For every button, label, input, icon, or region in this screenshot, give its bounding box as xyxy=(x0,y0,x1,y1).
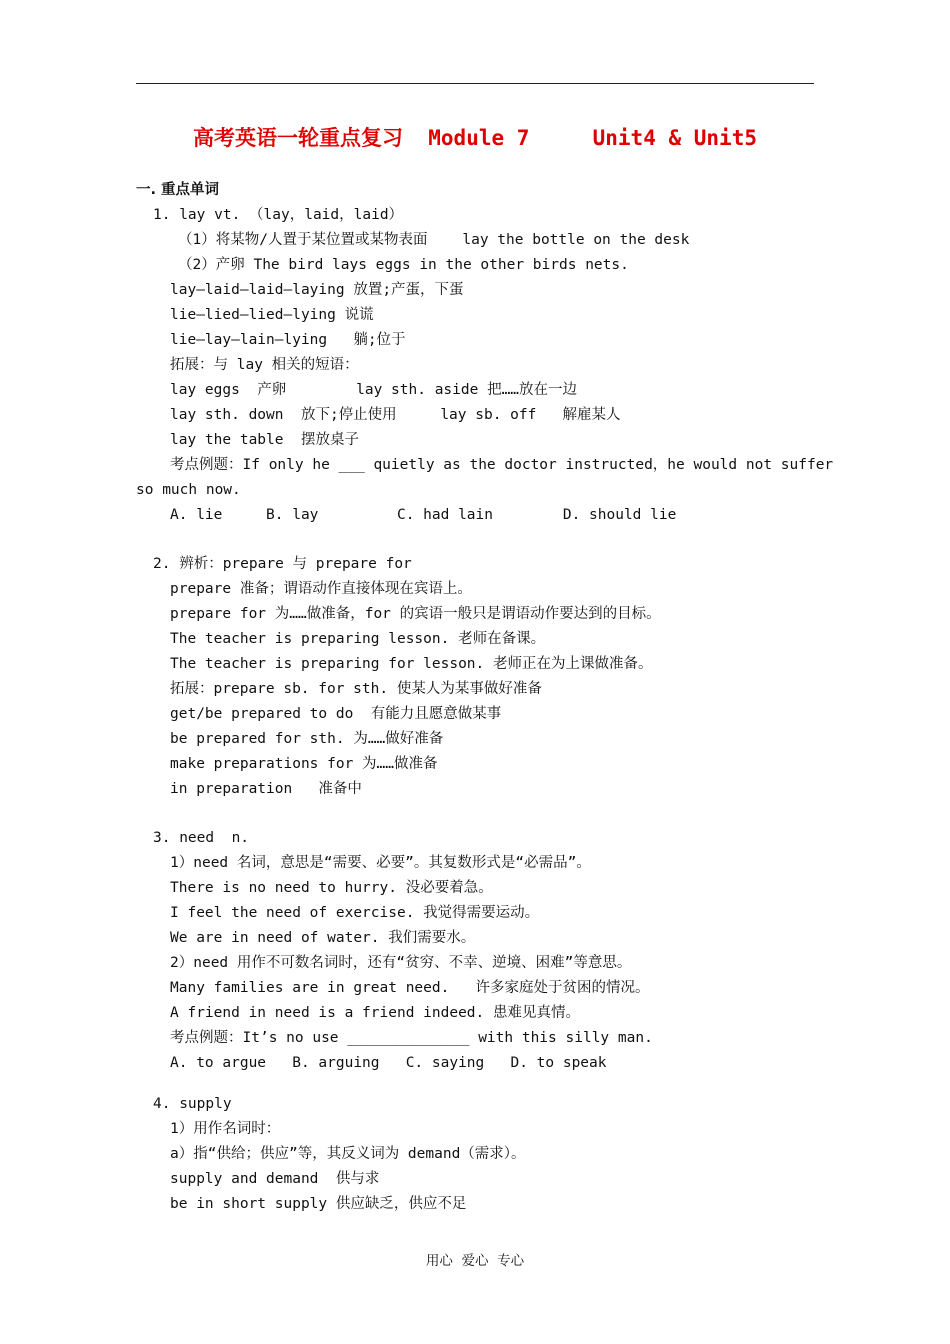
item-heading-prepare: 2. 辨析：prepare 与 prepare for xyxy=(153,556,412,572)
text-line: lay eggs 产卵 lay sth. aside 把……放在一边 xyxy=(170,382,578,398)
text-line: lay—laid—laid—laying 放置;产蛋，下蛋 xyxy=(170,282,464,298)
answer-options: A. to argue B. arguing C. saying D. to speak xyxy=(170,1055,607,1071)
text-line: There is no need to hurry. 没必要着急。 xyxy=(170,880,493,896)
text-line: I feel the need of exercise. 我觉得需要运动。 xyxy=(170,905,540,921)
item-heading-lay: 1. lay vt. （lay，laid，laid） xyxy=(153,207,404,223)
text-line: 拓展：prepare sb. for sth. 使某人为某事做好准备 xyxy=(170,681,542,697)
text-line: The teacher is preparing for lesson. 老师正在为上课做准备。 xyxy=(170,656,653,672)
text-line: （2）产卵 The bird lays eggs in the other birds nets. xyxy=(178,257,629,273)
text-line: 1）用作名词时： xyxy=(170,1121,281,1137)
text-line: （1）将某物/人置于某位置或某物表面 lay the bottle on the desk xyxy=(178,232,690,248)
text-line: 拓展：与 lay 相关的短语： xyxy=(170,357,359,373)
text-line: 2）need 用作不可数名词时，还有“贫穷、不幸、逆境、困难”等意思。 xyxy=(170,955,632,971)
exam-question: 考点例题：It’s no use ______________ with this silly man. xyxy=(170,1030,653,1046)
text-line: prepare for 为……做准备，for 的宾语一般只是谓语动作要达到的目标。 xyxy=(170,606,661,622)
text-line: supply and demand 供与求 xyxy=(170,1171,380,1187)
text-line: prepare 准备；谓语动作直接体现在宾语上。 xyxy=(170,581,472,597)
text-line: a）指“供给；供应”等，其反义词为 demand（需求）。 xyxy=(170,1146,526,1162)
document-title: 高考英语一轮重点复习 Module 7 Unit4 & Unit5 xyxy=(192,126,757,150)
text-line: so much now. xyxy=(136,482,241,498)
section-heading: 一. 重点单词 xyxy=(136,182,220,198)
text-line: be in short supply 供应缺乏，供应不足 xyxy=(170,1196,467,1212)
text-line: lay the table 摆放桌子 xyxy=(170,432,359,448)
text-line: A friend in need is a friend indeed. 患难见真情。 xyxy=(170,1005,580,1021)
text-line: 1）need 名词，意思是“需要、必要”。其复数形式是“必需品”。 xyxy=(170,855,591,871)
text-line: lie—lay—lain—lying 躺;位于 xyxy=(170,332,406,348)
text-line: The teacher is preparing lesson. 老师在备课。 xyxy=(170,631,546,647)
text-line: Many families are in great need. 许多家庭处于贫困的情况。 xyxy=(170,980,650,996)
text-line: lay sth. down 放下;停止使用 lay sb. off 解雇某人 xyxy=(170,407,621,423)
text-line: get/be prepared to do 有能力且愿意做某事 xyxy=(170,706,502,722)
header-rule xyxy=(136,83,814,84)
text-line: We are in need of water. 我们需要水。 xyxy=(170,930,476,946)
item-heading-need: 3. need n. xyxy=(153,830,250,846)
answer-options: A. lie B. lay C. had lain D. should lie xyxy=(170,507,677,523)
item-heading-supply: 4. supply xyxy=(153,1096,232,1112)
text-line: in preparation 准备中 xyxy=(170,781,362,797)
text-line: lie—lied—lied—lying 说谎 xyxy=(170,307,374,323)
page-footer: 用心 爱心 专心 xyxy=(425,1253,525,1269)
text-line: be prepared for sth. 为……做好准备 xyxy=(170,731,444,747)
exam-question: 考点例题：If only he ___ quietly as the doctor instructed，he would not suffer xyxy=(170,457,834,473)
text-line: make preparations for 为……做准备 xyxy=(170,756,438,772)
